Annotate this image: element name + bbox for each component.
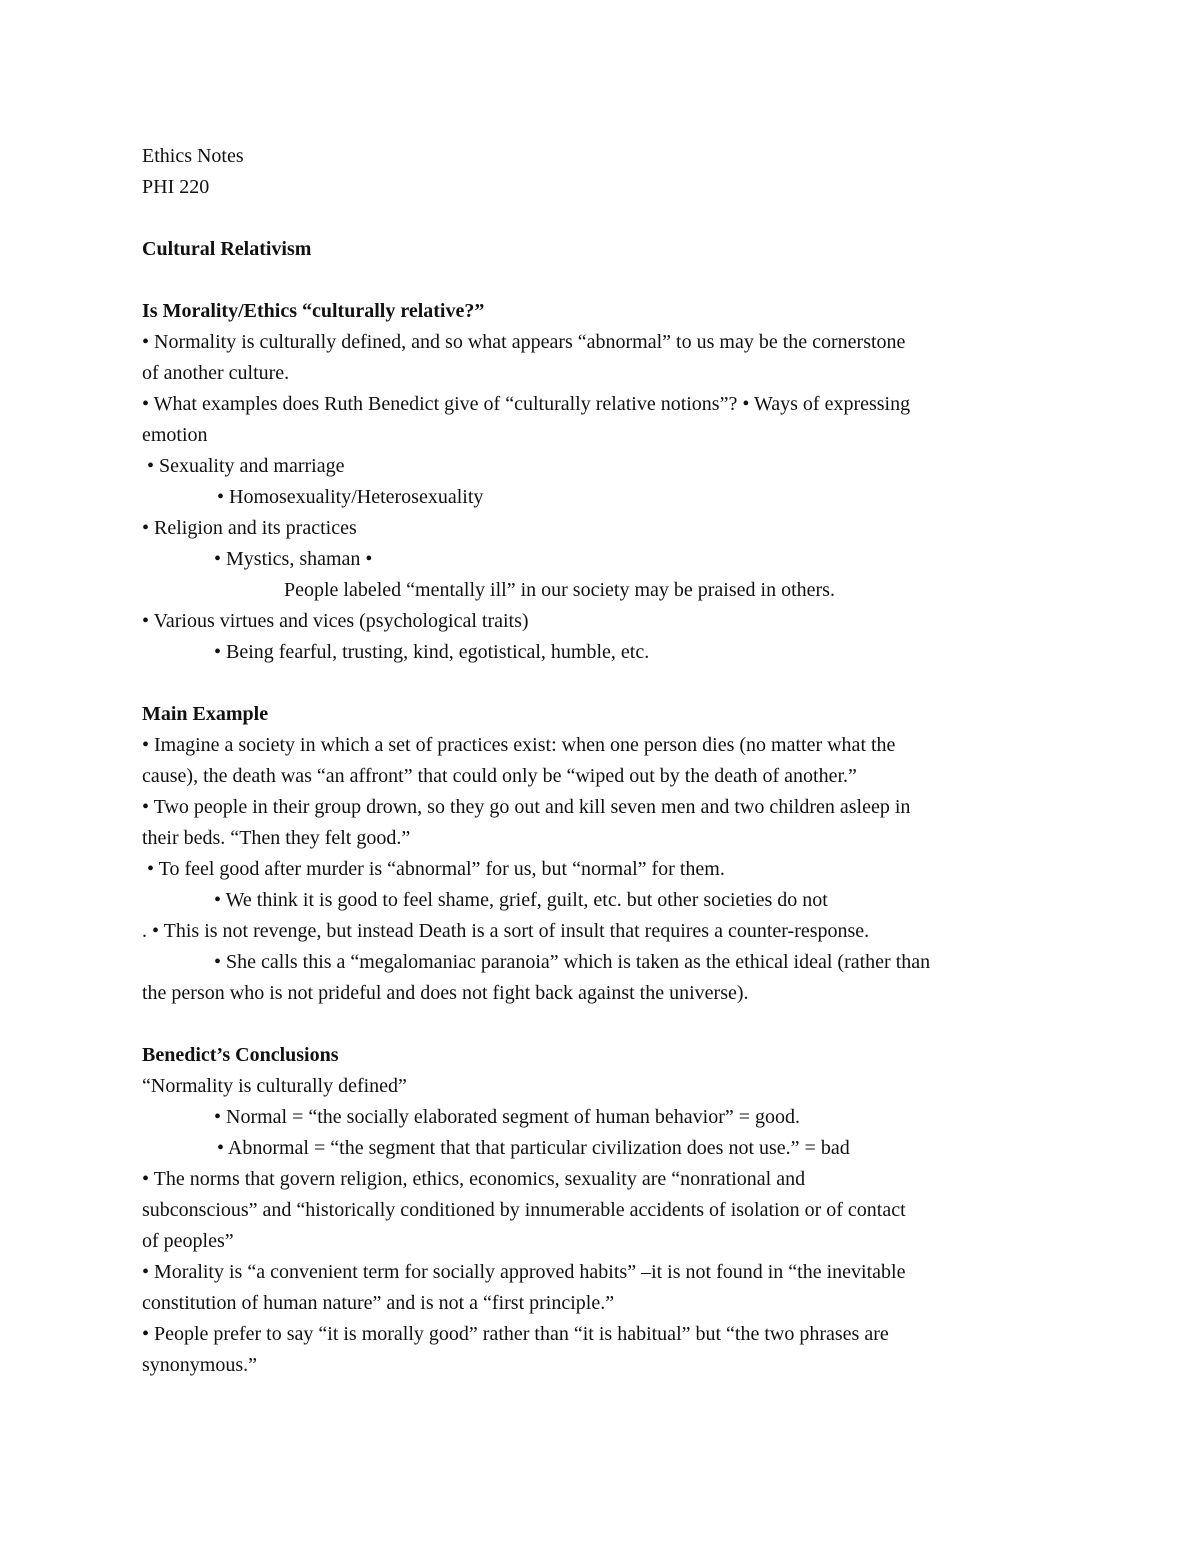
section3-line: • People prefer to say “it is morally good” rather than “it is habitual” but “the two phrases are bbox=[142, 1323, 889, 1345]
section3-line: constitution of human nature” and is not a “first principle.” bbox=[142, 1292, 615, 1314]
section3-subline: • Abnormal = “the segment that that particular civilization does not use.” = bad bbox=[217, 1137, 850, 1159]
section3-heading: Benedict’s Conclusions bbox=[142, 1044, 339, 1066]
section2-subline: • We think it is good to feel shame, grief, guilt, etc. but other societies do not bbox=[214, 889, 828, 911]
section1-line: • Various virtues and vices (psychological traits) bbox=[142, 610, 529, 632]
section1-subline: • Homosexuality/Heterosexuality bbox=[217, 486, 484, 508]
section3-line: synonymous.” bbox=[142, 1354, 257, 1376]
course-code: PHI 220 bbox=[142, 176, 210, 198]
section2-heading: Main Example bbox=[142, 703, 269, 725]
section3-line: of peoples” bbox=[142, 1230, 234, 1252]
section2-line: • Imagine a society in which a set of practices exist: when one person dies (no matter what the bbox=[142, 734, 896, 756]
section1-subsubline: People labeled “mentally ill” in our society may be praised in others. bbox=[284, 579, 835, 601]
section3-line: “Normality is culturally defined” bbox=[142, 1075, 407, 1097]
section1-heading: Is Morality/Ethics “culturally relative?” bbox=[142, 300, 485, 322]
spacer bbox=[142, 265, 1072, 296]
section1-line: emotion bbox=[142, 424, 208, 446]
section1-line: • Religion and its practices bbox=[142, 517, 357, 539]
section-title: Cultural Relativism bbox=[142, 238, 312, 260]
section1-line: • Sexuality and marriage bbox=[142, 455, 345, 477]
section2-line: their beds. “Then they felt good.” bbox=[142, 827, 411, 849]
spacer bbox=[142, 203, 1072, 234]
section3-subline: • Normal = “the socially elaborated segment of human behavior” = good. bbox=[214, 1106, 801, 1128]
section3-line: • The norms that govern religion, ethics, economics, sexuality are “nonrational and bbox=[142, 1168, 806, 1190]
section1-line: • Normality is culturally defined, and so what appears “abnormal” to us may be the cornerstone bbox=[142, 331, 906, 353]
spacer bbox=[142, 1009, 1072, 1040]
spacer bbox=[142, 668, 1072, 699]
section3-line: • Morality is “a convenient term for socially approved habits” –it is not found in “the inevitable bbox=[142, 1261, 906, 1283]
section2-line: • Two people in their group drown, so they go out and kill seven men and two children asleep in bbox=[142, 796, 911, 818]
section3-line: subconscious” and “historically conditioned by innumerable accidents of isolation or of contact bbox=[142, 1199, 906, 1221]
document-title: Ethics Notes bbox=[142, 145, 244, 167]
section1-subline: • Mystics, shaman • bbox=[214, 548, 373, 570]
document-page bbox=[142, 141, 1072, 1381]
section1-line: • What examples does Ruth Benedict give of “culturally relative notions”? • Ways of expressing bbox=[142, 393, 911, 415]
section2-line: . • This is not revenge, but instead Death is a sort of insult that requires a counter-response. bbox=[142, 920, 870, 942]
section2-line: cause), the death was “an affront” that could only be “wiped out by the death of another.” bbox=[142, 765, 857, 787]
section2-subline: • She calls this a “megalomaniac paranoia” which is taken as the ethical ideal (rather than bbox=[214, 951, 931, 973]
section2-line: the person who is not prideful and does not fight back against the universe). bbox=[142, 982, 749, 1004]
section1-subline: • Being fearful, trusting, kind, egotistical, humble, etc. bbox=[214, 641, 650, 663]
section1-line: of another culture. bbox=[142, 362, 290, 384]
section2-line: • To feel good after murder is “abnormal” for us, but “normal” for them. bbox=[142, 858, 725, 880]
